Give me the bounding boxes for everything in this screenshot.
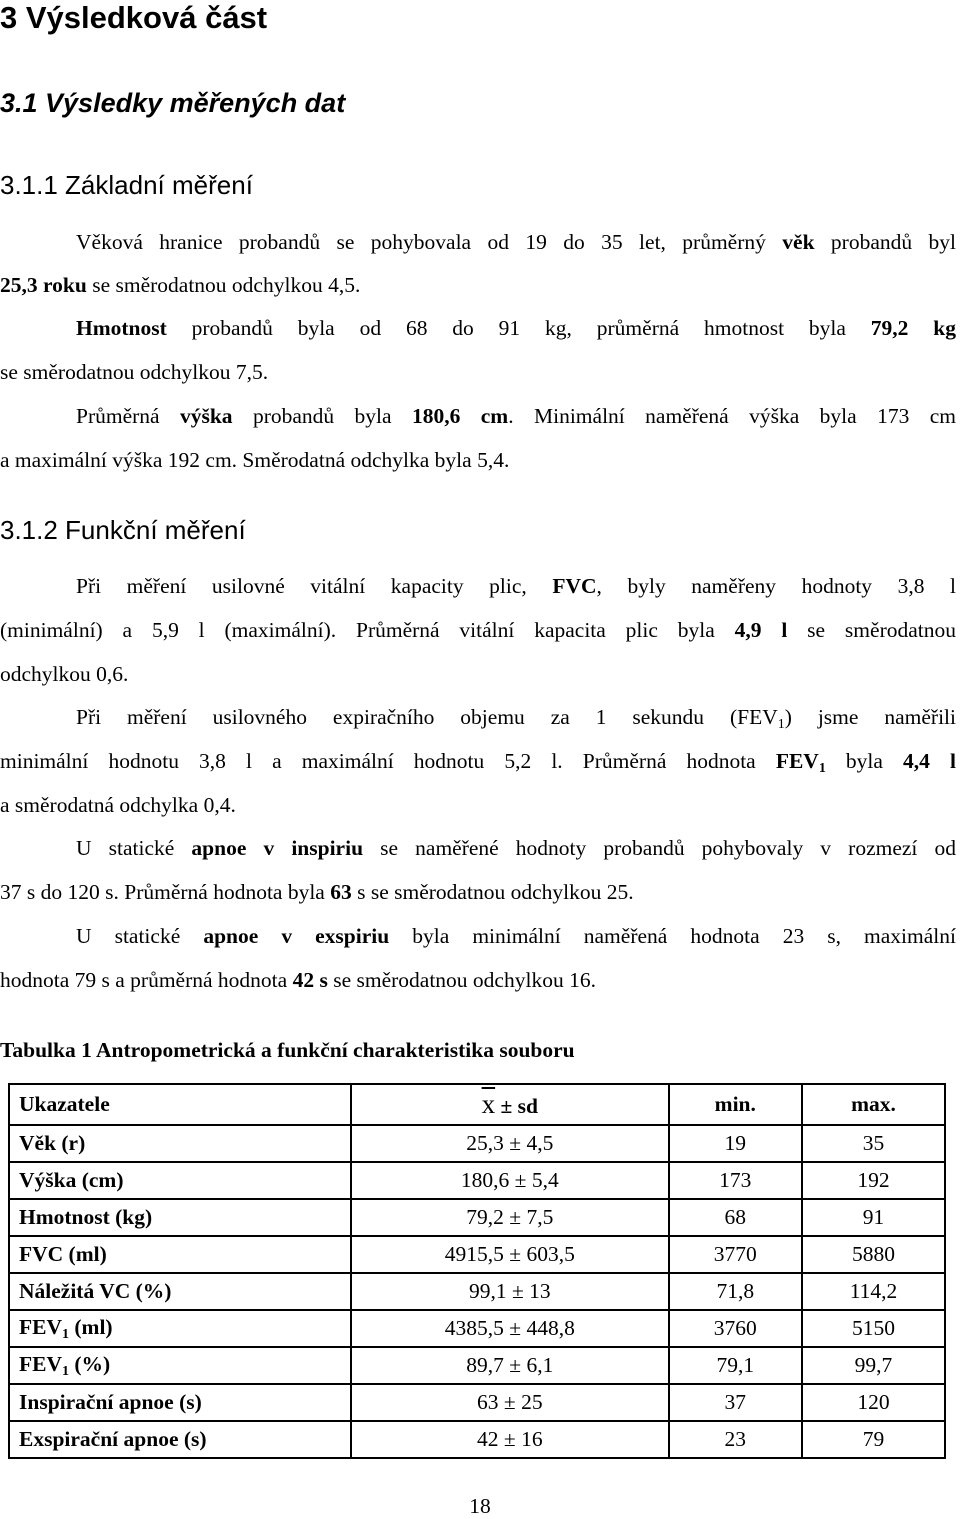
row-min: 68 bbox=[669, 1199, 802, 1236]
row-mean: 63 ± 25 bbox=[351, 1384, 669, 1421]
row-min: 173 bbox=[669, 1162, 802, 1199]
row-min: 3770 bbox=[669, 1236, 802, 1273]
page-number: 18 bbox=[469, 1494, 491, 1518]
chapter-heading: 3 Výsledková část bbox=[0, 0, 268, 35]
paragraph-age-line1: Věková hranice probandů se pohybovala od 19 do 35 let, průměrný věk probandů byl bbox=[76, 230, 956, 254]
row-mean: 99,1 ± 13 bbox=[351, 1273, 669, 1310]
paragraph-fev-line3: a směrodatná odchylka 0,4. bbox=[0, 793, 236, 817]
paragraph-fvc-line1: Při měření usilovné vitální kapacity plic, FVC, byly naměřeny hodnoty 3,8 l bbox=[76, 574, 957, 598]
section-heading: 3.1 Výsledky měřených dat bbox=[0, 88, 346, 118]
row-max: 192 bbox=[802, 1162, 945, 1199]
subsection-heading-basic: 3.1.1 Základní měření bbox=[0, 170, 253, 200]
row-min: 3760 bbox=[669, 1310, 802, 1347]
row-label: $FEV_1$ (ml) bbox=[9, 1310, 351, 1347]
row-min: 79,1 bbox=[669, 1347, 802, 1384]
paragraph-fvc-line2: (minimální) a 5,9 l (maximální). Průměrná vitální kapacita plic byla 4,9 l se směrodatnou bbox=[0, 618, 956, 642]
header-min: min. bbox=[669, 1084, 802, 1125]
paragraph-weight-line1: Hmotnost probandů byla od 68 do 91 kg, průměrná hmotnost byla 79,2 kg bbox=[76, 316, 956, 340]
row-max: 114,2 bbox=[802, 1273, 945, 1310]
row-mean: 4385,5 ± 448,8 bbox=[351, 1310, 669, 1347]
header-max: max. bbox=[802, 1084, 945, 1125]
table-row bbox=[9, 1162, 945, 1199]
paragraph-fev-line1: Při měření usilovného expiračního objemu za 1 sekundu $(FEV_1)$ jsme naměřili bbox=[76, 705, 956, 732]
row-max: 99,7 bbox=[802, 1347, 945, 1384]
row-min: 37 bbox=[669, 1384, 802, 1421]
paragraph-insp-line2: 37 s do 120 s. Průměrná hodnota byla 63 s se směrodatnou odchylkou 25. bbox=[0, 880, 634, 904]
table-row bbox=[9, 1236, 945, 1273]
row-max: 5150 bbox=[802, 1310, 945, 1347]
table-row bbox=[9, 1310, 945, 1347]
table-row bbox=[9, 1384, 945, 1421]
row-label: Inspirační apnoe (s) bbox=[9, 1384, 351, 1421]
row-label: Exspirační apnoe (s) bbox=[9, 1421, 351, 1458]
row-min: 23 bbox=[669, 1421, 802, 1458]
paragraph-exsp-line2: hodnota 79 s a průměrná hodnota 42 s se směrodatnou odchylkou 16. bbox=[0, 968, 596, 992]
row-mean: 25,3 ± 4,5 bbox=[351, 1125, 669, 1162]
row-label: Věk (r) bbox=[9, 1125, 351, 1162]
row-mean: 89,7 ± 6,1 bbox=[351, 1347, 669, 1384]
paragraph-age-line2: 25,3 roku se směrodatnou odchylkou 4,5. bbox=[0, 273, 361, 297]
header-mean: $\overline{x}$ ± sd bbox=[351, 1084, 669, 1125]
paragraph-insp-line1: U statické apnoe v inspiriu se naměřené hodnoty probandů pohybovaly v rozmezí od bbox=[76, 836, 956, 860]
row-max: 91 bbox=[802, 1199, 945, 1236]
row-mean: 180,6 ± 5,4 bbox=[351, 1162, 669, 1199]
table-row bbox=[9, 1347, 945, 1384]
row-max: 120 bbox=[802, 1384, 945, 1421]
paragraph-height-line1: Průměrná výška probandů byla 180,6 cm. Minimální naměřená výška byla 173 cm bbox=[76, 404, 957, 428]
row-min: 71,8 bbox=[669, 1273, 802, 1310]
subsection-heading-functional: 3.1.2 Funkční měření bbox=[0, 515, 246, 545]
row-label: $FEV_1$ (%) bbox=[9, 1347, 351, 1384]
row-mean: 42 ± 16 bbox=[351, 1421, 669, 1458]
row-label: Hmotnost (kg) bbox=[9, 1199, 351, 1236]
row-label: Výška (cm) bbox=[9, 1162, 351, 1199]
table-row bbox=[9, 1199, 945, 1236]
row-min: 19 bbox=[669, 1125, 802, 1162]
paragraph-weight-line2: se směrodatnou odchylkou 7,5. bbox=[0, 360, 269, 384]
paragraph-height-line2: a maximální výška 192 cm. Směrodatná odchylka byla 5,4. bbox=[0, 448, 510, 472]
row-max: 5880 bbox=[802, 1236, 945, 1273]
row-label: FVC (ml) bbox=[9, 1236, 351, 1273]
table-caption: Tabulka 1 Antropometrická a funkční charakteristika souboru bbox=[0, 1038, 575, 1062]
table-row bbox=[9, 1125, 945, 1162]
row-max: 35 bbox=[802, 1125, 945, 1162]
row-mean: 4915,5 ± 603,5 bbox=[351, 1236, 669, 1273]
row-max: 79 bbox=[802, 1421, 945, 1458]
paragraph-fvc-line3: odchylkou 0,6. bbox=[0, 662, 129, 686]
table-header-row bbox=[9, 1084, 945, 1125]
table-row bbox=[9, 1421, 945, 1458]
header-label: Ukazatele bbox=[9, 1084, 351, 1125]
row-mean: 79,2 ± 7,5 bbox=[351, 1199, 669, 1236]
characteristics-table bbox=[8, 1083, 946, 1459]
row-label: Náležitá VC (%) bbox=[9, 1273, 351, 1310]
table-row bbox=[9, 1273, 945, 1310]
paragraph-fev-line2: minimální hodnotu 3,8 l a maximální hodnotu 5,2 l. Průměrná hodnota $FEV_1$ byla 4,4 l bbox=[0, 749, 956, 776]
paragraph-exsp-line1: U statické apnoe v exspiriu byla minimální naměřená hodnota 23 s, maximální bbox=[76, 924, 956, 948]
